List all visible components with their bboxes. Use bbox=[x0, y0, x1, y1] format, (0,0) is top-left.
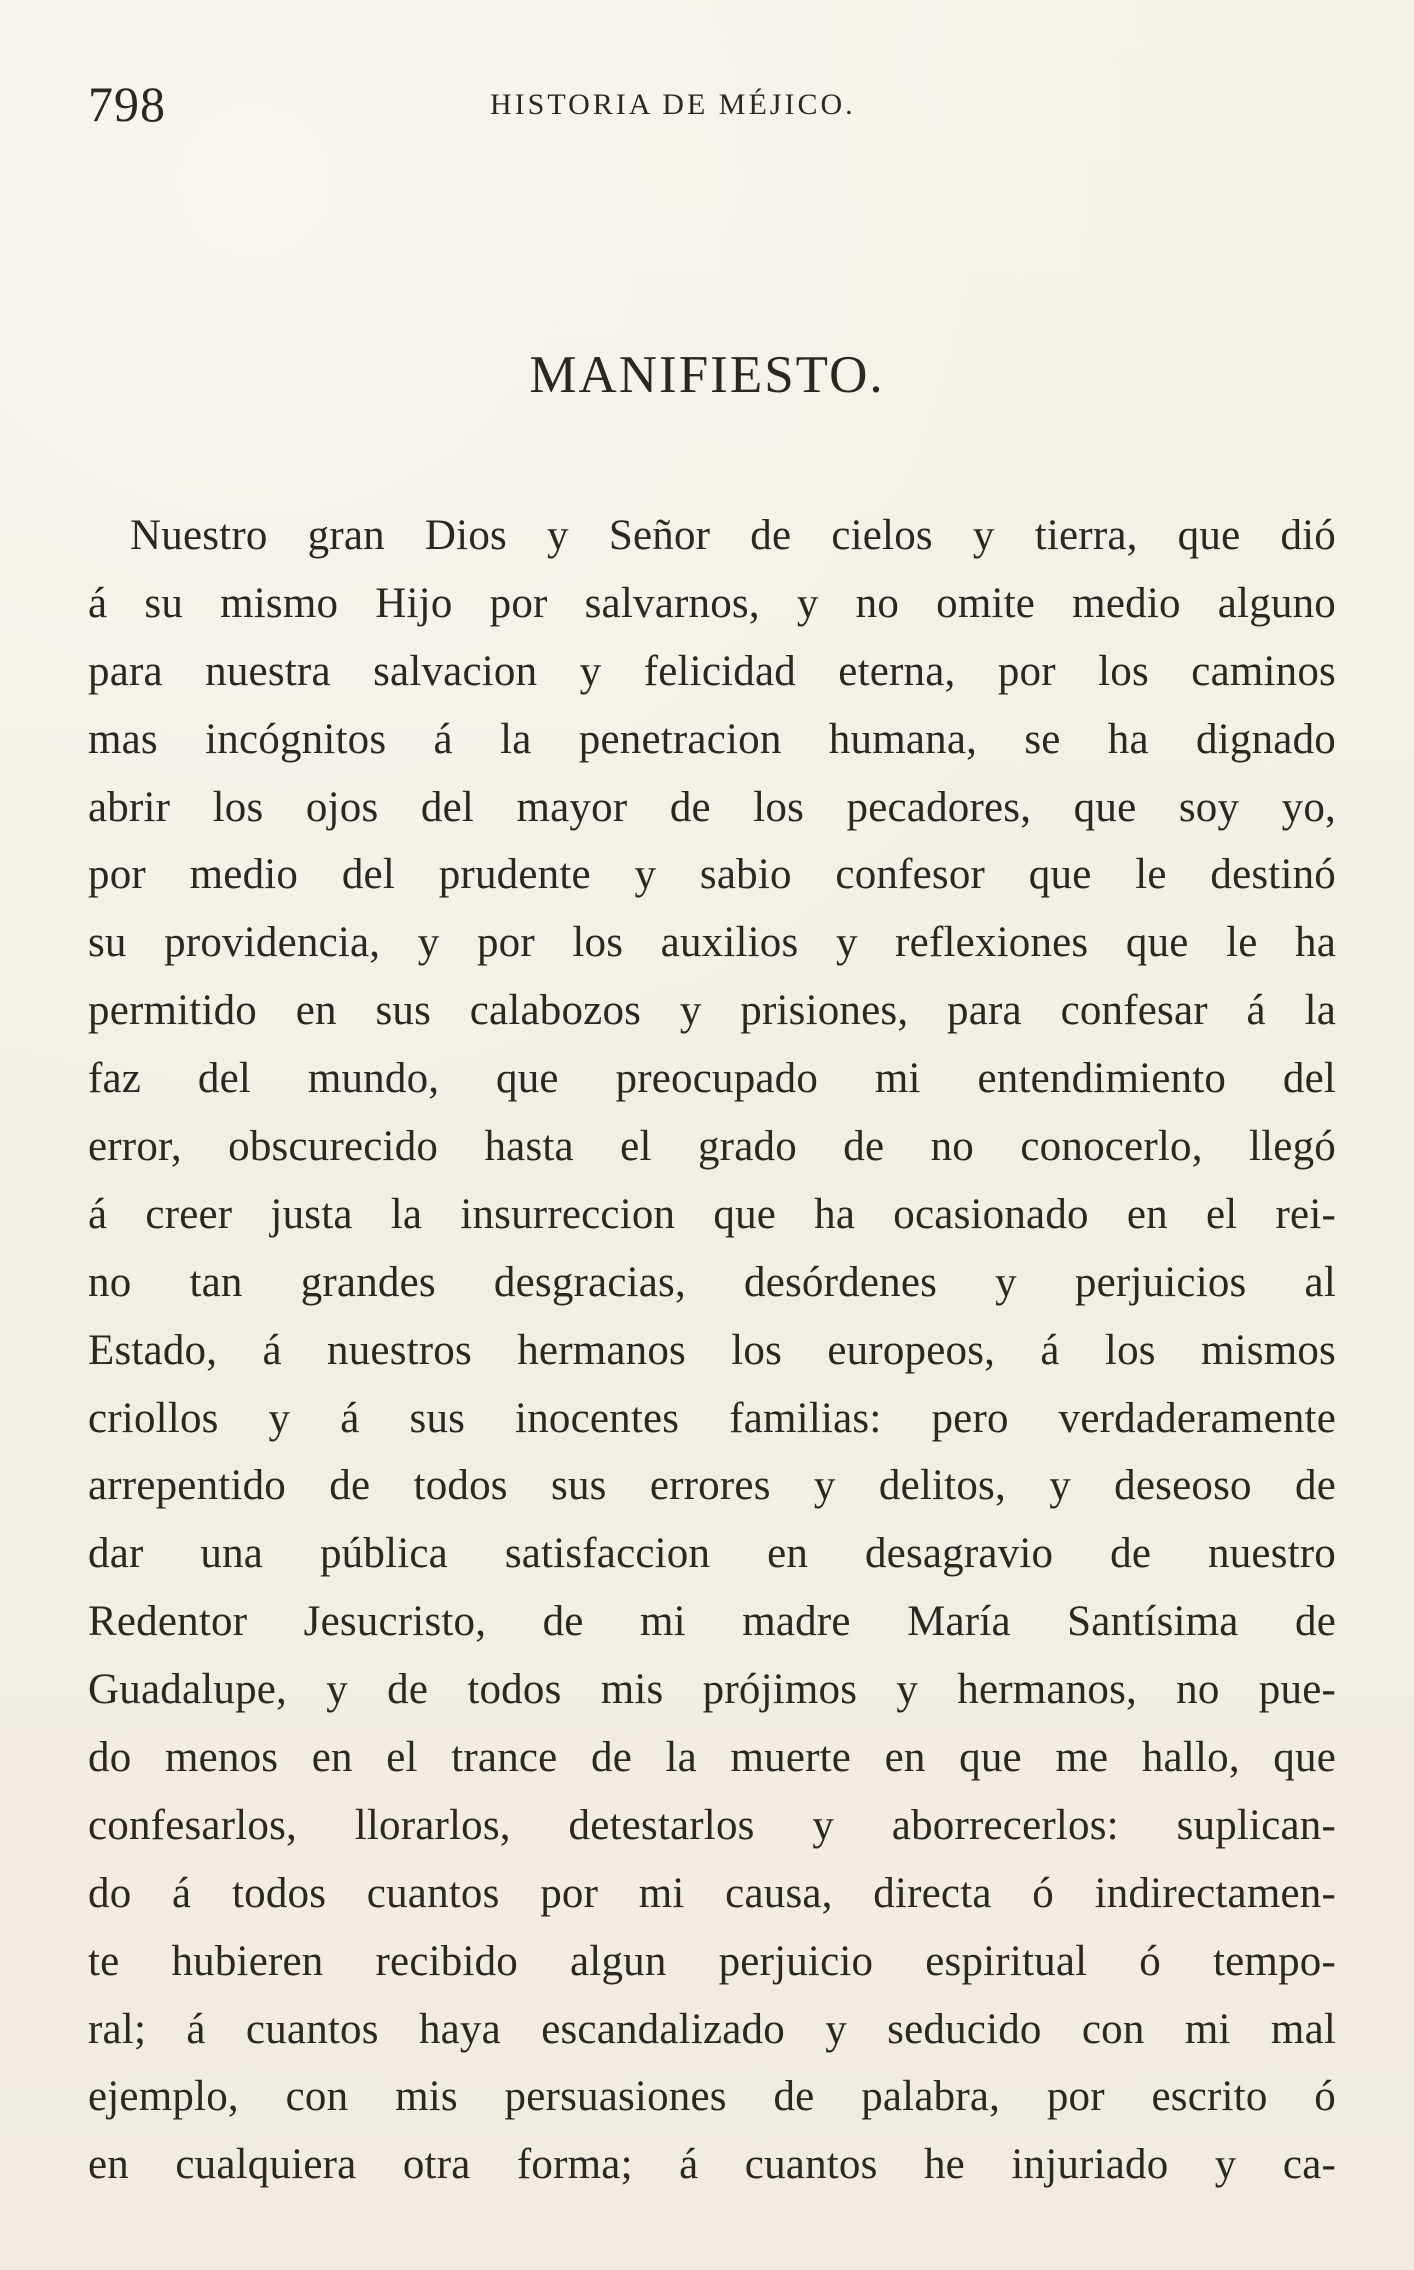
text-line: no tan grandes desgracias, desórdenes y perjuicios al bbox=[88, 1258, 1336, 1306]
text-line: Estado, á nuestros hermanos los europeos, á los mismos bbox=[88, 1326, 1336, 1374]
text-line: ral; á cuantos haya escandalizado y seducido con mi mal bbox=[88, 2005, 1336, 2053]
text-line: faz del mundo, que preocupado mi entendimiento del bbox=[88, 1055, 1336, 1103]
text-line: abrir los ojos del mayor de los pecadores, que soy yo, bbox=[88, 783, 1336, 831]
page-number: 798 bbox=[88, 76, 166, 132]
text-line: te hubieren recibido algun perjuicio espiritual ó tempo- bbox=[88, 1937, 1336, 1985]
text-line: Redentor Jesucristo, de mi madre María Santísima de bbox=[88, 1598, 1336, 1646]
page-header bbox=[88, 72, 1336, 136]
text-line: para nuestra salvacion y felicidad eterna, por los caminos bbox=[88, 647, 1336, 695]
text-line: su providencia, y por los auxilios y reflexiones que le ha bbox=[88, 919, 1336, 967]
text-line: dar una pública satisfaccion en desagravio de nuestro bbox=[88, 1530, 1336, 1578]
text-line: á su mismo Hijo por salvarnos, y no omite medio alguno bbox=[88, 579, 1336, 627]
text-line: Nuestro gran Dios y Señor de cielos y tierra, que dió bbox=[130, 512, 1336, 559]
text-line: criollos y á sus inocentes familias: pero verdaderamente bbox=[88, 1394, 1336, 1442]
text-line: do á todos cuantos por mi causa, directa ó indirectamen- bbox=[88, 1869, 1336, 1917]
text-line: en cualquiera otra forma; á cuantos he injuriado y ca- bbox=[88, 2141, 1336, 2189]
text-line: mas incógnitos á la penetracion humana, se ha dignado bbox=[88, 715, 1336, 763]
text-line: por medio del prudente y sabio confesor que le destinó bbox=[88, 851, 1336, 899]
manifesto-text bbox=[88, 502, 1336, 2199]
text-line: do menos en el trance de la muerte en que me hallo, que bbox=[88, 1734, 1336, 1782]
text-line: arrepentido de todos sus errores y delitos, y deseoso de bbox=[88, 1462, 1336, 1510]
running-title: HISTORIA DE MÉJICO. bbox=[490, 88, 856, 121]
text-line: confesarlos, llorarlos, detestarlos y aborrecerlos: suplican- bbox=[88, 1801, 1336, 1849]
text-line: á creer justa la insurreccion que ha ocasionado en el rei- bbox=[88, 1190, 1336, 1238]
text-line: error, obscurecido hasta el grado de no conocerlo, llegó bbox=[88, 1123, 1336, 1171]
text-line: permitido en sus calabozos y prisiones, para confesar á la bbox=[88, 987, 1336, 1035]
text-line: Guadalupe, y de todos mis prójimos y hermanos, no pue- bbox=[88, 1666, 1336, 1714]
section-title: MANIFIESTO. bbox=[529, 346, 885, 404]
text-line: ejemplo, con mis persuasiones de palabra, por escrito ó bbox=[88, 2073, 1336, 2121]
